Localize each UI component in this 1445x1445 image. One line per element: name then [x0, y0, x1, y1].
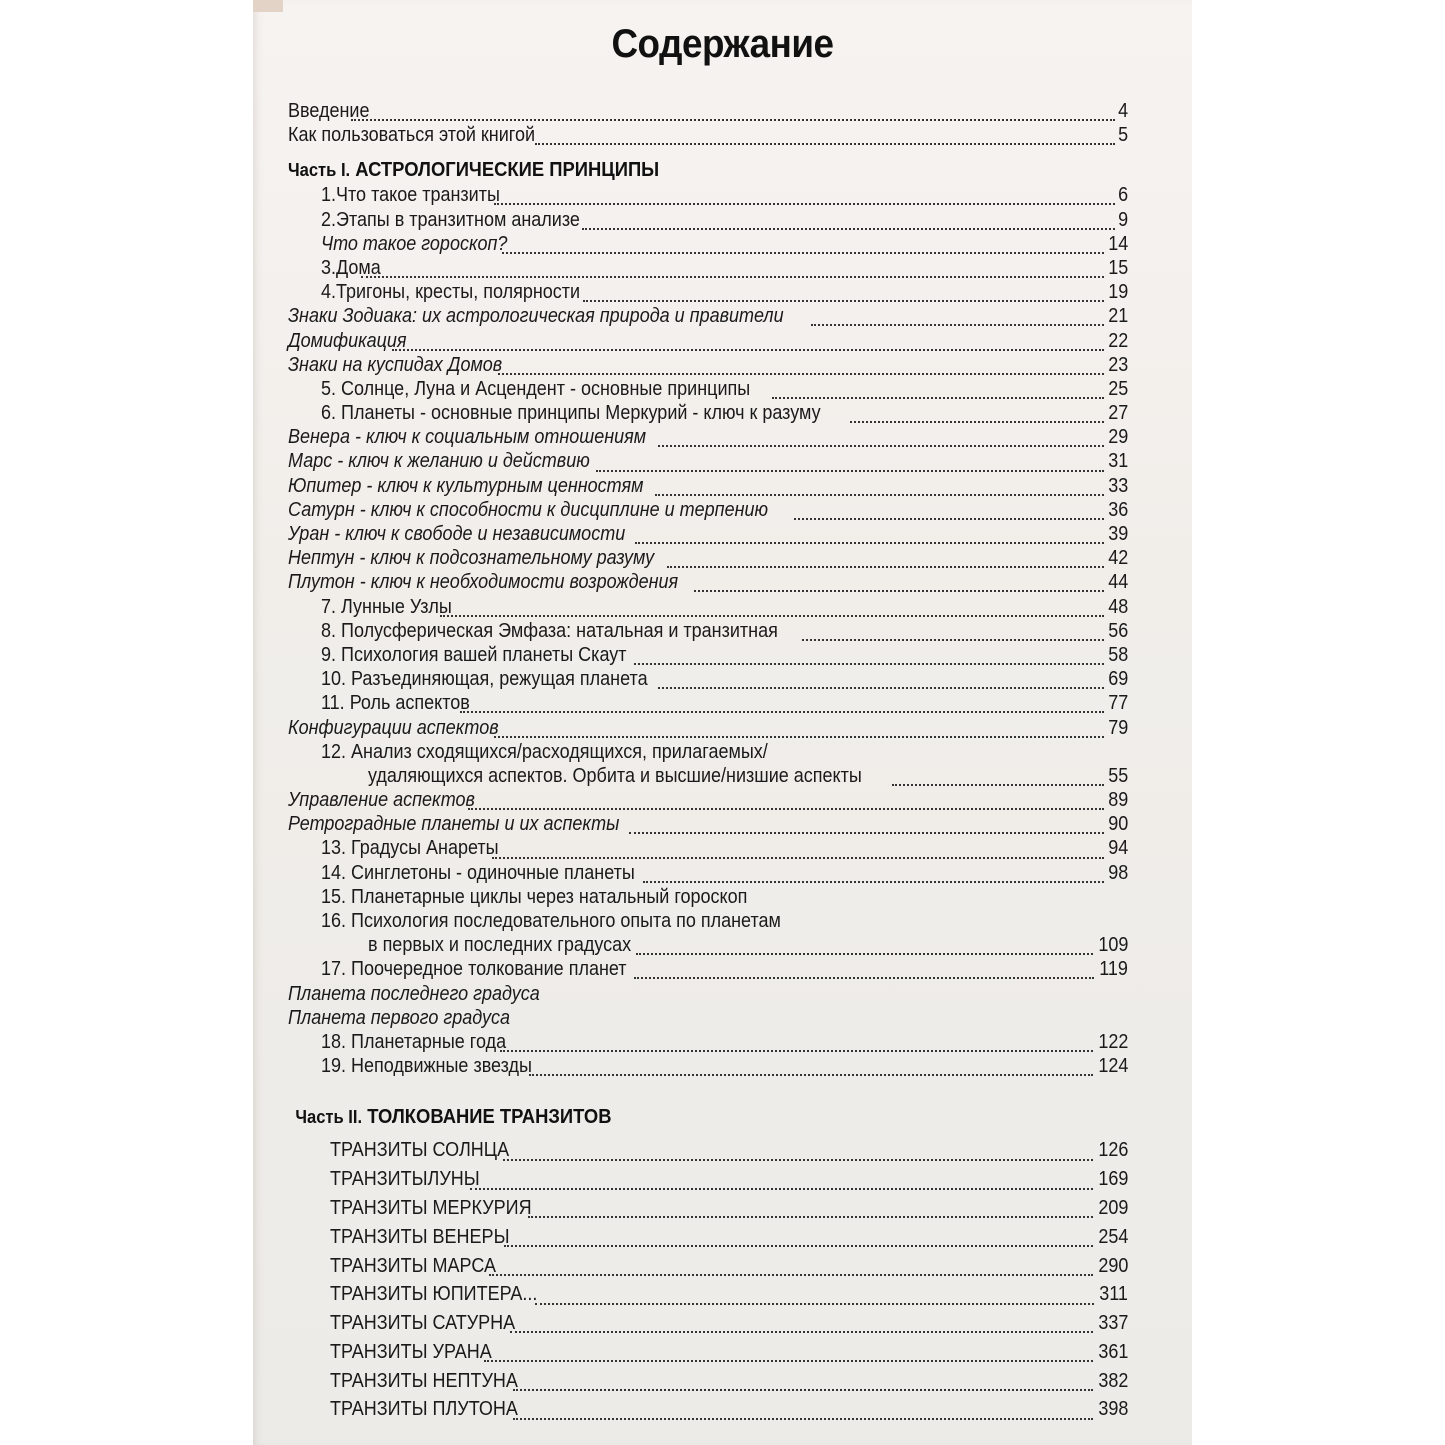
dot-leader — [504, 1231, 1093, 1247]
toc-entry-page-number: 5 — [1117, 124, 1128, 147]
toc-entry-label: 2.Этапы в транзитном анализе — [321, 208, 580, 231]
toc-entry-page-number: 4 — [1117, 100, 1128, 122]
dot-leader — [629, 818, 1104, 834]
toc-entry-page-number: 33 — [1107, 474, 1128, 497]
toc-entry-label: Что такое гороскоп? — [321, 232, 508, 255]
toc-entry-label: ТРАНЗИТЫ МАРСА — [330, 1254, 496, 1277]
toc-entry-label: Домификация — [288, 329, 407, 352]
dot-leader — [772, 383, 1104, 399]
toc-entry-label: 6. Планеты - основные принципы Меркурий - ключ к разуму — [321, 402, 821, 425]
part-1-entries — [288, 183, 1128, 1078]
toc-entry — [288, 1194, 1128, 1223]
dot-leader — [351, 105, 1115, 121]
dot-leader — [502, 238, 1104, 254]
toc-entry-page-number: 398 — [1097, 1398, 1128, 1421]
dot-leader — [667, 552, 1103, 568]
toc-entry-label: Нептун - ключ к подсознательному разуму — [288, 547, 655, 570]
toc-entry-label: Ретроградные планеты и их аспекты — [288, 813, 620, 836]
toc-entry-label: Конфигурации аспектов — [288, 716, 499, 739]
toc-entry — [288, 329, 1128, 353]
toc-entry — [288, 498, 1128, 522]
toc-entry-page-number: 39 — [1107, 523, 1128, 545]
toc-entry-label: ТРАНЗИТЫЛУНЫ — [330, 1168, 480, 1191]
book-page — [253, 0, 1192, 1445]
toc-entry-page-number: 56 — [1107, 619, 1128, 642]
toc-entry — [288, 1252, 1128, 1281]
toc-entry-label: 11. Роль аспектов — [321, 692, 470, 715]
toc-entry — [288, 401, 1128, 425]
toc-entry-label: 13. Градусы Анареты — [321, 837, 499, 860]
toc-entry-label: ТРАНЗИТЫ СОЛНЦА — [330, 1139, 510, 1162]
dot-leader — [494, 722, 1103, 738]
toc-entry-label: ТРАНЗИТЫ САТУРНА — [330, 1312, 516, 1335]
toc-entry-label: Знаки на куспидах Домов — [288, 353, 503, 376]
toc-entry — [288, 982, 1128, 1006]
part-2-entries — [288, 1136, 1128, 1424]
toc-entry — [288, 957, 1128, 981]
toc-entry-label: ТРАНЗИТЫ ЮПИТЕРА... — [330, 1283, 538, 1306]
toc-entry-label: 8. Полусферическая Эмфаза: натальная и транзитная — [321, 619, 778, 642]
toc-entry — [288, 522, 1128, 546]
toc-entry-page-number: 6 — [1117, 184, 1128, 207]
toc-entry — [288, 1280, 1128, 1309]
dot-leader — [361, 262, 1104, 278]
dot-leader — [634, 963, 1094, 979]
toc-entry-label: Как пользоваться этой книгой — [288, 124, 536, 147]
toc-entry-label: Венера - ключ к социальным отношениям — [288, 426, 647, 449]
toc-entry-label: Сатурн - ключ к способности к дисциплине и терпению — [288, 498, 769, 521]
toc-entry-label: Уран - ключ к свободе и независимости — [288, 523, 626, 545]
toc-entry — [288, 716, 1128, 740]
dot-leader — [498, 359, 1103, 375]
toc-entry-page-number: 337 — [1097, 1312, 1128, 1335]
dot-leader — [513, 1404, 1093, 1420]
dot-leader — [535, 1289, 1095, 1305]
toc-entry — [288, 99, 1128, 123]
toc-entry-label: ТРАНЗИТЫ НЕПТУНА — [330, 1369, 518, 1392]
toc-entry — [288, 1395, 1128, 1424]
toc-entry — [288, 232, 1128, 256]
toc-entry-label: 3.Дома — [321, 256, 381, 279]
toc-entry-label: 1.Что такое транзиты — [321, 184, 500, 207]
toc-entry-page-number: 122 — [1097, 1030, 1128, 1053]
toc-entry — [288, 836, 1128, 860]
toc-entry-page-number: 19 — [1107, 281, 1128, 304]
dot-leader — [811, 310, 1104, 326]
dot-leader — [658, 673, 1104, 689]
toc-entry-page-number: 15 — [1107, 256, 1128, 279]
dot-leader — [658, 431, 1103, 447]
toc-entry-label: Планета последнего градуса — [288, 982, 540, 1005]
toc-entry — [288, 1338, 1128, 1367]
toc-entry-label: ТРАНЗИТЫ МЕРКУРИЯ — [330, 1196, 532, 1219]
toc-entry-label: 10. Разъединяющая, режущая планета — [321, 668, 648, 691]
toc-entry-page-number: 254 — [1097, 1225, 1128, 1248]
toc-entry — [288, 304, 1128, 328]
dot-leader — [583, 286, 1104, 302]
dot-leader — [460, 697, 1104, 713]
toc-entry-page-number: 77 — [1107, 692, 1128, 715]
toc-entry — [288, 812, 1128, 836]
toc-entry — [288, 123, 1128, 147]
toc-entry-label: 14. Синглетоны - одиночные планеты — [321, 861, 635, 884]
toc-entry-page-number: 290 — [1097, 1254, 1128, 1277]
toc-entry — [288, 256, 1128, 280]
toc-entry-page-number: 23 — [1107, 353, 1128, 376]
dot-leader — [802, 625, 1103, 641]
toc-entry — [288, 1309, 1128, 1338]
toc-entry-label: Юпитер - ключ к культурным ценностям — [288, 474, 644, 497]
toc-entry-label: ТРАНЗИТЫ ВЕНЕРЫ — [330, 1225, 510, 1248]
toc-entry — [288, 667, 1128, 691]
toc-entry — [288, 933, 1128, 957]
dot-leader — [494, 189, 1115, 205]
part-2-prefix: Часть II. — [295, 1107, 363, 1128]
toc-entry-page-number: 27 — [1107, 402, 1128, 425]
dot-leader — [492, 843, 1104, 859]
toc-entry-page-number: 79 — [1107, 716, 1128, 739]
toc-entry-label: 12. Анализ сходящихся/расходящихся, прилагаемых/ — [321, 740, 768, 763]
toc-entry-label: 7. Лунные Узлы — [321, 595, 452, 618]
toc-entry — [288, 619, 1128, 643]
toc-entry-label: Плутон - ключ к необходимости возрождения — [288, 571, 679, 594]
toc-entry-label: 17. Поочередное толкование планет — [321, 958, 627, 981]
toc-entry-label: Введение — [288, 100, 370, 122]
toc-entry — [288, 1165, 1128, 1194]
toc-entry-label: Марс - ключ к желанию и действию — [288, 450, 590, 473]
toc-entry-label: 19. Неподвижные звезды — [321, 1055, 532, 1078]
dot-leader — [500, 1036, 1092, 1052]
toc-entry-page-number: 98 — [1107, 861, 1128, 884]
toc-entry-page-number: 14 — [1107, 232, 1128, 255]
part-1-prefix: Часть I. — [288, 160, 351, 181]
toc-entry-page-number: 90 — [1107, 813, 1128, 836]
toc-entry-page-number: 209 — [1097, 1196, 1128, 1219]
dot-leader — [529, 1060, 1092, 1076]
toc-entry — [288, 449, 1128, 473]
toc-entry-label: Планета первого градуса — [288, 1006, 511, 1029]
front-matter-list — [288, 99, 1128, 147]
toc-entry-page-number: 311 — [1099, 1283, 1128, 1306]
dot-leader — [794, 504, 1104, 520]
toc-entry — [288, 208, 1128, 232]
toc-entry — [288, 909, 1128, 933]
toc-entry-page-number: 31 — [1107, 450, 1128, 473]
dot-leader — [489, 1260, 1093, 1276]
toc-entry-page-number: 36 — [1107, 498, 1128, 521]
toc-entry-page-number: 22 — [1107, 329, 1128, 352]
part-2-title: ТОЛКОВАНИЕ ТРАНЗИТОВ — [367, 1106, 612, 1129]
toc-entry — [288, 353, 1128, 377]
toc-entry-label: Управление аспектов — [288, 789, 475, 812]
toc-entry-label: ТРАНЗИТЫ УРАНА — [330, 1340, 492, 1363]
toc-entry — [288, 183, 1128, 207]
toc-entry-label: удаляющихся аспектов. Орбита и высшие/низшие аспекты — [368, 764, 862, 787]
toc-entry — [288, 474, 1128, 498]
part-1-title: АСТРОЛОГИЧЕСКИЕ ПРИНЦИПЫ — [355, 159, 660, 182]
dot-leader — [643, 867, 1103, 883]
toc-entry-label: 9. Психология вашей планеты Скаут — [321, 643, 627, 666]
toc-entry — [288, 1367, 1128, 1396]
toc-entry-page-number: 89 — [1107, 789, 1128, 812]
toc-entry — [288, 764, 1128, 788]
toc-entry — [288, 1136, 1128, 1165]
toc-entry-page-number: 69 — [1107, 668, 1128, 691]
dot-leader — [510, 1317, 1093, 1333]
page-corner-shadow — [253, 0, 283, 12]
toc-entry — [288, 570, 1128, 594]
toc-entry — [288, 1054, 1128, 1078]
toc-entry-label: 4.Тригоны, кресты, полярности — [321, 281, 581, 304]
toc-entry-page-number: 361 — [1097, 1340, 1128, 1363]
toc-entry — [288, 885, 1128, 909]
toc-entry — [288, 1006, 1128, 1030]
dot-leader — [635, 528, 1104, 544]
toc-entry-label: 5. Солнце, Луна и Асцендент - основные принципы — [321, 377, 751, 400]
part-1-heading — [288, 153, 1061, 183]
toc-entry — [288, 691, 1128, 715]
toc-entry — [288, 377, 1128, 401]
toc-entry-page-number: 119 — [1099, 958, 1128, 981]
dot-leader — [392, 335, 1104, 351]
toc-entry-label: 18. Планетарные года — [321, 1030, 507, 1053]
toc-entry — [288, 425, 1128, 449]
toc-entry-page-number: 94 — [1107, 837, 1128, 860]
dot-leader — [440, 601, 1104, 617]
toc-entry-page-number: 25 — [1107, 377, 1128, 400]
toc-entry — [288, 1223, 1128, 1252]
toc-entry-page-number: 124 — [1097, 1055, 1128, 1078]
dot-leader — [582, 214, 1114, 230]
toc-entry — [288, 643, 1128, 667]
dot-leader — [503, 1145, 1093, 1161]
dot-leader — [694, 576, 1104, 592]
toc-entry-page-number: 55 — [1107, 764, 1128, 787]
toc-entry-label: ТРАНЗИТЫ ПЛУТОНА — [330, 1398, 518, 1421]
dot-leader — [470, 1174, 1092, 1190]
dot-leader — [636, 939, 1093, 955]
toc-entry-page-number: 48 — [1107, 595, 1128, 618]
toc-entry-label: 15. Планетарные циклы через натальный гороскоп — [321, 885, 748, 908]
part-2-heading — [288, 1100, 1061, 1130]
dot-leader — [528, 1202, 1093, 1218]
toc-entry — [288, 740, 1128, 764]
dot-leader — [513, 1375, 1093, 1391]
toc-entry-label: Знаки Зодиака: их астрологическая природа и правители — [288, 305, 784, 328]
dot-leader — [535, 129, 1115, 145]
toc-entry-page-number: 29 — [1107, 426, 1128, 449]
toc-entry-page-number: 44 — [1107, 571, 1128, 594]
dot-leader — [596, 456, 1104, 472]
toc-entry-page-number: 58 — [1107, 643, 1128, 666]
toc-entry — [288, 1030, 1128, 1054]
toc-entry — [288, 861, 1128, 885]
toc-entry-page-number: 169 — [1097, 1168, 1128, 1191]
dot-leader — [850, 407, 1104, 423]
toc-entry-page-number: 42 — [1107, 547, 1128, 570]
dot-leader — [655, 480, 1103, 496]
toc-entry-page-number: 109 — [1097, 934, 1128, 957]
table-of-contents — [288, 99, 1128, 1424]
toc-entry-label: 16. Психология последовательного опыта по планетам — [321, 910, 781, 932]
toc-entry — [288, 788, 1128, 812]
dot-leader — [468, 794, 1104, 810]
toc-entry-label: в первых и последних градусах — [368, 934, 632, 957]
toc-entry — [288, 595, 1128, 619]
dot-leader — [892, 770, 1103, 786]
toc-entry — [288, 546, 1128, 570]
dot-leader — [484, 1346, 1093, 1362]
toc-entry-page-number: 126 — [1097, 1139, 1128, 1162]
toc-entry-page-number: 382 — [1097, 1369, 1128, 1392]
toc-entry-page-number: 21 — [1107, 305, 1128, 328]
dot-leader — [634, 649, 1104, 665]
page-title: Содержание — [611, 22, 834, 66]
toc-entry — [288, 280, 1128, 304]
toc-entry-page-number: 9 — [1117, 208, 1128, 231]
